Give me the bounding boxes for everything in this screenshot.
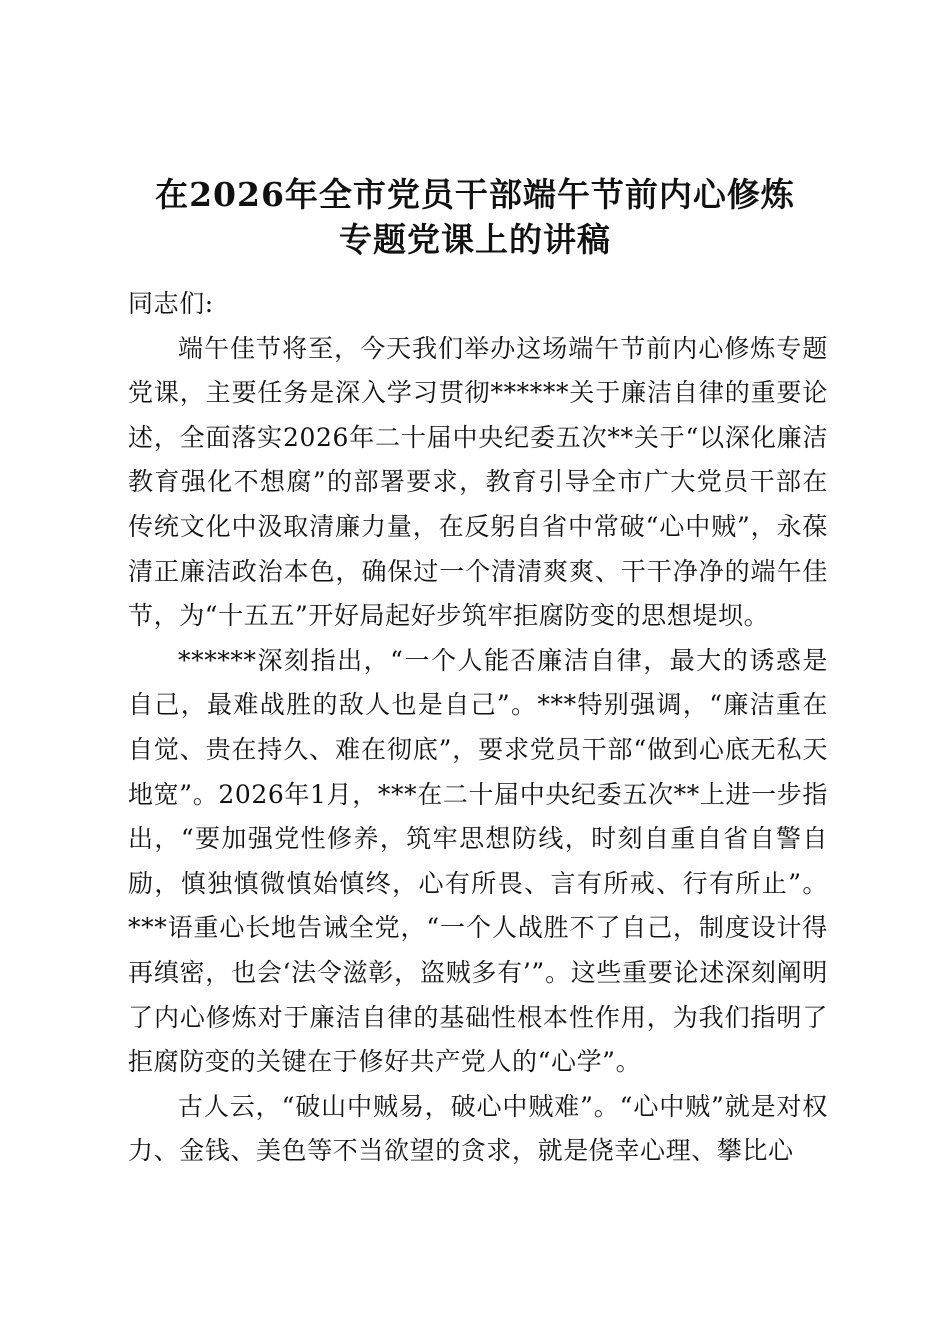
document-title-line-2: 专题党课上的讲稿 — [339, 220, 611, 259]
paragraph-1: 端午佳节将至，今天我们举办这场端午节前内心修炼专题党课，主要任务是深入学习贯彻******关于廉洁自律的重要论述，全面落实2026年二十届中央纪委五次**关于“以深化廉洁教育强化不想腐”的部署要求，教育引导全市广大党员干部在传统文化中汲取清廉力量，在反躬自省中常破“心中贼”，永葆清正廉洁政治本色，确保过一个清清爽爽、干干净净的端午佳节，为“十五五”开好局起好步筑牢拒腐防变的思想堤坝。 — [128, 333, 828, 631]
salutation: 同志们: — [128, 289, 214, 318]
paragraph-2: ******深刻指出，“一个人能否廉洁自律，最大的诱惑是自己，最难战胜的敌人也是自己”。***特别强调，“廉洁重在自觉、贵在持久、难在彻底”，要求党员干部“做到心底无私天地宽”。2026年1月，***在二十届中央纪委五次**上进一步指出，“要加强党性修养，筑牢思想防线，时刻自重自省自警自励，慎独慎微慎始慎终，心有所畏、言有所戒、行有所止”。***语重心长地告诫全党，“一个人战胜不了自己，制度设计得再缜密，也会‘法令滋彰，盗贼多有’”。这些重要论述深刻阐明了内心修炼对于廉洁自律的基础性根本性作用，为我们指明了拒腐防变的关键在于修好共产党人的“心学”。 — [128, 645, 828, 1077]
document-body — [128, 282, 828, 1174]
document-title-line-1: 在2026年全市党员干部端午节前内心修炼 — [155, 175, 795, 214]
paragraph-3: 古人云，“破山中贼易，破心中贼难”。“心中贼”就是对权力、金钱、美色等不当欲望的贪求，就是侥幸心理、攀比心 — [128, 1091, 828, 1166]
